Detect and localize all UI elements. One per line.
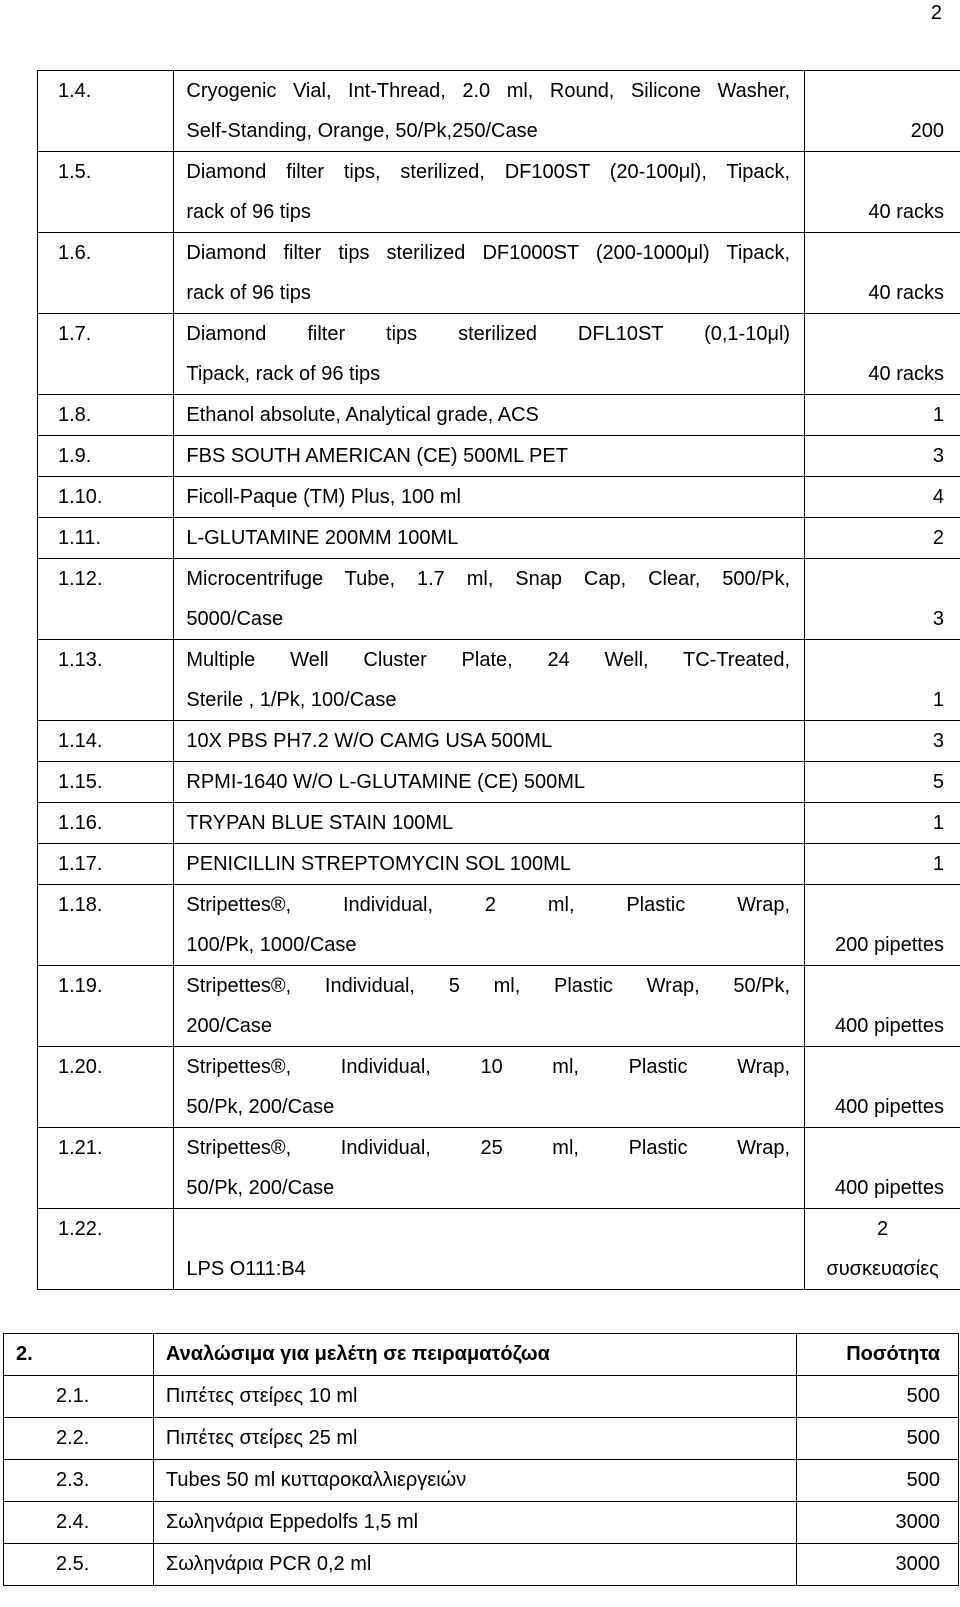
- item-description: [174, 233, 805, 314]
- item-description: [174, 1209, 805, 1290]
- description-line: Stripettes®, Individual, 2 ml, Plastic Wrap,: [186, 894, 791, 916]
- item-quantity: 2: [805, 518, 960, 559]
- item-number: 1.19.: [38, 966, 174, 1047]
- item-quantity: 4: [805, 477, 960, 518]
- table-row: [38, 314, 960, 395]
- item-number: 1.9.: [38, 436, 174, 477]
- description-line: Cryogenic Vial, Int-Thread, 2.0 ml, Round, Silicone Washer,: [186, 80, 791, 102]
- item-description: [174, 844, 805, 885]
- item-description: Tubes 50 ml κυτταροκαλλιεργειών: [153, 1460, 796, 1502]
- table-row: [38, 762, 960, 803]
- item-number: 1.15.: [38, 762, 174, 803]
- item-quantity: 500: [797, 1376, 959, 1418]
- quantity-line: συσκευασίες: [826, 1258, 939, 1280]
- description-line: Diamond filter tips sterilized DFL10ST (0,1-10μl): [186, 323, 791, 345]
- item-quantity: 200 pipettes: [805, 885, 960, 966]
- table-row: [38, 844, 960, 885]
- item-description: [174, 721, 805, 762]
- description-line: 10X PBS PH7.2 W/O CAMG USA 500ML: [186, 730, 553, 752]
- consumables-table-section-2: [3, 1333, 959, 1586]
- description-line: PENICILLIN STREPTOMYCIN SOL 100ML: [186, 853, 571, 875]
- table-row: [38, 721, 960, 762]
- item-number: 1.7.: [38, 314, 174, 395]
- description-line: 50/Pk, 200/Case: [186, 1096, 335, 1118]
- item-number: 2.1.: [4, 1376, 154, 1418]
- item-quantity: 3: [805, 721, 960, 762]
- item-quantity: 3: [805, 436, 960, 477]
- description-spacer: [186, 1209, 790, 1249]
- item-description: [174, 477, 805, 518]
- item-number: 2.5.: [4, 1544, 154, 1586]
- table-row: [38, 477, 960, 518]
- table-row: [38, 395, 960, 436]
- description-line: Microcentrifuge Tube, 1.7 ml, Snap Cap, Clear, 500/Pk,: [186, 568, 791, 590]
- item-quantity: 1: [805, 395, 960, 436]
- description-line: LPS O111:B4: [186, 1258, 306, 1280]
- item-description: Πιπέτες στείρες 10 ml: [153, 1376, 796, 1418]
- item-description: [174, 518, 805, 559]
- item-quantity: 400 pipettes: [805, 966, 960, 1047]
- quantity-line: 2: [876, 1218, 889, 1240]
- item-number: 1.10.: [38, 477, 174, 518]
- item-description: [174, 803, 805, 844]
- item-description: [174, 314, 805, 395]
- description-line: 50/Pk, 200/Case: [186, 1177, 335, 1199]
- table-row: [4, 1460, 959, 1502]
- item-number: 1.17.: [38, 844, 174, 885]
- item-quantity: 40 racks: [805, 152, 960, 233]
- description-line: rack of 96 tips: [186, 201, 311, 223]
- table-row: [38, 1209, 960, 1290]
- item-number: 1.11.: [38, 518, 174, 559]
- description-line: 200/Case: [186, 1015, 273, 1037]
- item-number: 1.8.: [38, 395, 174, 436]
- item-number: 2.4.: [4, 1502, 154, 1544]
- table-row: [38, 71, 960, 152]
- description-line: L-GLUTAMINE 200MM 100ML: [186, 527, 459, 549]
- description-line: rack of 96 tips: [186, 282, 311, 304]
- item-description: [174, 640, 805, 721]
- table-row: [38, 966, 960, 1047]
- item-quantity: [805, 1209, 960, 1290]
- item-description: [174, 1047, 805, 1128]
- item-description: Σωληνάρια Eppedolfs 1,5 ml: [153, 1502, 796, 1544]
- table-row: [38, 885, 960, 966]
- description-line: Self-Standing, Orange, 50/Pk,250/Case: [186, 120, 538, 142]
- item-quantity: 5: [805, 762, 960, 803]
- table-row: [38, 640, 960, 721]
- table-row: [38, 1047, 960, 1128]
- item-number: 1.5.: [38, 152, 174, 233]
- item-quantity: 1: [805, 640, 960, 721]
- table-row: [38, 152, 960, 233]
- item-number: 1.18.: [38, 885, 174, 966]
- section-title: Αναλώσιμα για μελέτη σε πειραματόζωα: [153, 1334, 796, 1376]
- description-line: Ethanol absolute, Analytical grade, ACS: [186, 404, 539, 426]
- description-line: 5000/Case: [186, 608, 284, 630]
- item-quantity: 1: [805, 844, 960, 885]
- table-header-row: [4, 1334, 959, 1376]
- item-description: [174, 152, 805, 233]
- item-description: [174, 762, 805, 803]
- item-quantity: 400 pipettes: [805, 1047, 960, 1128]
- consumables-table-section-1: [37, 70, 960, 1290]
- item-number: 1.4.: [38, 71, 174, 152]
- item-description: Πιπέτες στείρες 25 ml: [153, 1418, 796, 1460]
- item-quantity: 3: [805, 559, 960, 640]
- description-line: Stripettes®, Individual, 5 ml, Plastic Wrap, 50/Pk,: [186, 975, 791, 997]
- description-line: Stripettes®, Individual, 25 ml, Plastic Wrap,: [186, 1137, 791, 1159]
- item-number: 1.13.: [38, 640, 174, 721]
- table-row: [38, 233, 960, 314]
- description-line: Tipack, rack of 96 tips: [186, 363, 381, 385]
- item-description: [174, 436, 805, 477]
- description-line: FBS SOUTH AMERICAN (CE) 500ML PET: [186, 445, 568, 467]
- description-line: RPMI-1640 W/O L-GLUTAMINE (CE) 500ML: [186, 771, 585, 793]
- item-number: 2.2.: [4, 1418, 154, 1460]
- description-line: Diamond filter tips, sterilized, DF100ST (20-100μl), Tipack,: [186, 161, 791, 183]
- item-quantity: 3000: [797, 1502, 959, 1544]
- quantity-header: Ποσότητα: [797, 1334, 959, 1376]
- item-quantity: 3000: [797, 1544, 959, 1586]
- item-quantity: 1: [805, 803, 960, 844]
- item-number: 1.16.: [38, 803, 174, 844]
- description-line: Diamond filter tips sterilized DF1000ST (200-1000μl) Tipack,: [186, 242, 791, 264]
- page-number: 2: [930, 2, 942, 24]
- item-number: 1.22.: [38, 1209, 174, 1290]
- description-line: Multiple Well Cluster Plate, 24 Well, TC-Treated,: [186, 649, 791, 671]
- item-description: [174, 1128, 805, 1209]
- item-quantity: 40 racks: [805, 314, 960, 395]
- description-line: Stripettes®, Individual, 10 ml, Plastic Wrap,: [186, 1056, 791, 1078]
- table-row: [38, 1128, 960, 1209]
- item-description: [174, 395, 805, 436]
- item-quantity: 500: [797, 1418, 959, 1460]
- item-number: 1.20.: [38, 1047, 174, 1128]
- item-quantity: 400 pipettes: [805, 1128, 960, 1209]
- item-number: 1.14.: [38, 721, 174, 762]
- item-description: Σωληνάρια PCR 0,2 ml: [153, 1544, 796, 1586]
- item-description: [174, 71, 805, 152]
- table-row: [38, 559, 960, 640]
- description-line: Sterile , 1/Pk, 100/Case: [186, 689, 397, 711]
- table-row: [4, 1502, 959, 1544]
- item-number: 2.3.: [4, 1460, 154, 1502]
- item-quantity: 40 racks: [805, 233, 960, 314]
- table-row: [38, 518, 960, 559]
- description-line: 100/Pk, 1000/Case: [186, 934, 357, 956]
- table-row: [4, 1376, 959, 1418]
- item-number: 1.6.: [38, 233, 174, 314]
- description-line: Ficoll-Paque (TM) Plus, 100 ml: [186, 486, 461, 508]
- table-row: [38, 436, 960, 477]
- description-line: TRYPAN BLUE STAIN 100ML: [186, 812, 454, 834]
- item-quantity: 500: [797, 1460, 959, 1502]
- table-row: [38, 803, 960, 844]
- item-description: [174, 966, 805, 1047]
- item-number: 1.21.: [38, 1128, 174, 1209]
- section-number: 2.: [4, 1334, 154, 1376]
- item-number: 1.12.: [38, 559, 174, 640]
- item-description: [174, 559, 805, 640]
- item-description: [174, 885, 805, 966]
- item-quantity: 200: [805, 71, 960, 152]
- table-row: [4, 1544, 959, 1586]
- table-row: [4, 1418, 959, 1460]
